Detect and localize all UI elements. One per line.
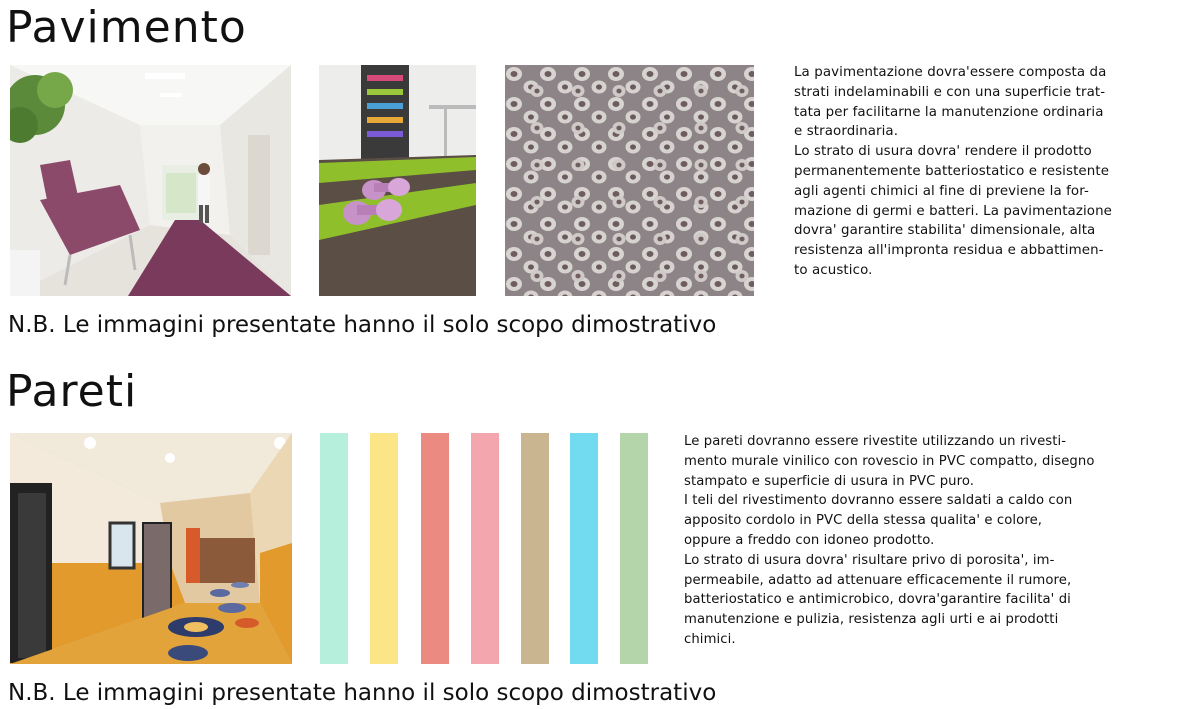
description-line: Lo strato di usura dovra' risultare privo di porosita', im- — [684, 552, 1055, 568]
section-title-pavimento: Pavimento — [6, 2, 247, 53]
description-line: mento murale vinilico con rovescio in PVC compatto, disegno — [684, 453, 1095, 469]
description-line: resistenza all'impronta residua e abbattimen- — [794, 243, 1104, 259]
description-line: batteriostatico e antimicrobico, dovra'garantire facilita' di — [684, 592, 1071, 608]
wall-color-swatch — [471, 433, 499, 664]
wall-color-swatch — [570, 433, 598, 664]
wall-color-swatch — [320, 433, 348, 664]
description-line: mazione di germi e batteri. La pavimentazione — [794, 203, 1113, 219]
description-line: tata per facilitarne la manutenzione ordinaria — [794, 104, 1104, 120]
disclaimer-note-pareti: N.B. Le immagini presentate hanno il solo scopo dimostrativo — [8, 680, 717, 706]
wall-color-swatch — [620, 433, 648, 664]
description-line: agli agenti chimici al fine di previene la for- — [794, 183, 1089, 199]
pavimento-description — [794, 63, 1112, 281]
section-title-pareti: Pareti — [6, 366, 138, 417]
gym-dumbbells-image — [319, 65, 476, 296]
description-line: apposito cordolo in PVC della stessa qualita' e colore, — [684, 513, 1043, 529]
pareti-description — [684, 432, 1095, 650]
description-line: La pavimentazione dovra'essere composta da — [794, 65, 1107, 80]
description-line: oppure a freddo con idoneo prodotto. — [684, 532, 935, 548]
hospital-corridor-image — [10, 65, 291, 296]
description-line: strati indelaminabili e con una superficie trat- — [794, 84, 1106, 100]
description-line: chimici. — [684, 631, 736, 647]
description-line: to acustico. — [794, 262, 873, 278]
wall-color-swatch — [370, 433, 398, 664]
description-line: Le pareti dovranno essere rivestite utilizzando un rivesti- — [684, 434, 1067, 449]
description-line: permanentemente batteriostatico e resistente — [794, 163, 1110, 179]
wall-color-swatch — [421, 433, 449, 664]
description-line: permeabile, adatto ad attenuare efficacemente il rumore, — [684, 572, 1072, 588]
disclaimer-note-pavimento: N.B. Le immagini presentate hanno il solo scopo dimostrativo — [8, 312, 717, 338]
description-line: I teli del rivestimento dovranno essere saldati a caldo con — [684, 493, 1073, 509]
wall-color-swatch — [521, 433, 549, 664]
description-line: stampato e superficie di usura in PVC puro. — [684, 473, 975, 489]
description-line: manutenzione e pulizia, resistenza agli urti e ai prodotti — [684, 612, 1059, 628]
orange-corridor-image — [10, 433, 292, 664]
description-line: e straordinaria. — [794, 124, 899, 140]
description-line: dovra' garantire stabilita' dimensionale, alta — [794, 223, 1096, 239]
floor-texture-image — [505, 65, 754, 296]
description-line: Lo strato di usura dovra' rendere il prodotto — [794, 144, 1092, 160]
